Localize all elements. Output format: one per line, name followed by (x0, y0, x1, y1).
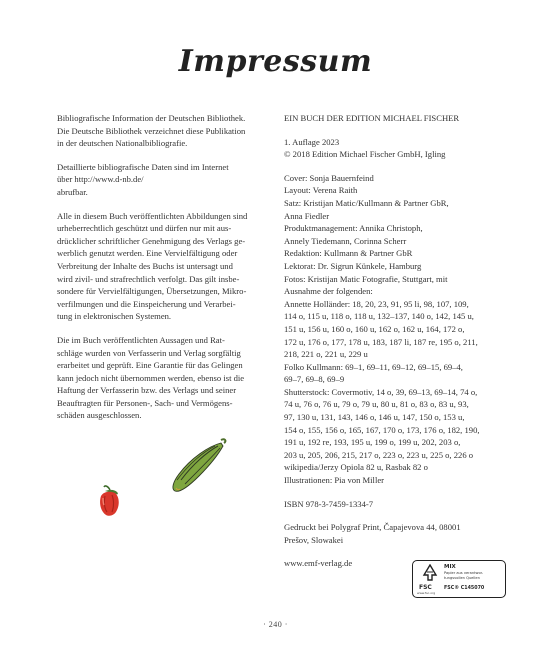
bibliographic-info: Bibliografische Information der Deutschen Bibliothek. Die Deutsche Bibliothek verzeichnet diese Publikation in der deutschen Nationalbibliografie. (57, 113, 246, 149)
red-pepper-illustration (96, 484, 124, 518)
publication-details-column (284, 112, 502, 570)
fsc-url: www.fsc.org (417, 591, 436, 595)
legal-notice-column (57, 112, 269, 422)
bibliographic-details: Detaillierte bibliografische Daten sind im Internet über http://www.d-nb.de/ abrufbar. (57, 161, 229, 197)
edition-copyright: 1. Auflage 2023 © 2018 Edition Michael Fischer GmbH, Igling (284, 136, 446, 160)
printer-info: Gedruckt bei Polygraf Print, Čapajevova 44, 08001 Prešov, Slowakei (284, 522, 461, 545)
zucchini-illustration (167, 436, 231, 496)
fsc-license-code: FSC® C145070 (444, 586, 485, 591)
isbn: ISBN 978-3-7459-1334-7 (284, 498, 374, 509)
fsc-letters: FSC (419, 584, 432, 591)
page-title: Impressum (178, 44, 373, 79)
credits-list: Cover: Sonja Bauernfeind Layout: Verena Raith Satz: Kristijan Matic/Kullmann & Partner GbR, Anna Fiedler Produktmanagement: Annika Christoph, Annely Tiedemann, Corinna Scherr Redaktion: Kullmann & Partner GbR Lektorat: Dr. Sigrun Künkele, Hamburg Fotos: Kristijan Matic Fotografie, Stuttgart, mit Ausnahme der folgenden: Annette Holländer: 18, 20, 23, 91, 95 li, 98, 107, 109, 114 o, 115 u, 118 o, 118 u, 132–137, 140 o, 142, 145 u, 151 u, 156 u, 160 o, 160 u, 162 o, 162 u, 164, 172 o, 172 u, 176 o, 177, 178 u, 183, 187 li, 187 re, 195 o, 211, 218, 221 o, 221 u, 229 u Folko Kullmann: 69–1, 69–11, 69–12, 69–15, 69–4, 69–7, 69–8, 69–9 Shutterstock: Covermotiv, 14 o, 39, 69–13, 69–14, 74 o, 74 u, 76 o, 76 u, 79 o, 79 u, 80 u, 81 o, 83 o, 83 u, 93, 97, 130 u, 131, 143, 146 o, 146 u, 147, 150 o, 153 u, 154 o, 155, 156 o, 165, 167, 170 o, 173, 176 o, 182, 190, 191 u, 192 re, 193, 195 u, 199 o, 199 u, 202, 203 o, 203 u, 205, 206, 215, 217 o, 223 o, 223 u, 225 o, 226 o wikipedia/Jerzy Opiola 82 u, Rasbak 82 o Illustrationen: Pia von Miller (284, 172, 480, 486)
fsc-tree-icon (422, 564, 438, 583)
copyright-notice: Alle in diesem Buch veröffentlichten Abbildungen sind urheberrechtlich geschützt und dürfen nur mit aus- drücklicher schriftlicher Genehmigung des Verlags ge- werblich genutzt werden. Eine Vervielfältigung oder Verbreitung der Inhalte des Buchs ist untersagt und wird zivil- und strafrechtlich verfolgt. Das gilt insbe- sondere für Vervielfältigungen, Übersetzungen, Mikro- verfilmungen und die Einspeicherung und Verarbei- tung in elektronischen Systemen. (57, 210, 248, 322)
website-link[interactable]: www.emf-verlag.de (284, 558, 353, 569)
fsc-paper-source: Papier aus verantwor- tungsvollen Quellen (444, 571, 484, 580)
page-number: · 240 · (263, 620, 288, 629)
fsc-mix-heading: MIX (444, 564, 456, 570)
liability-disclaimer: Die im Buch veröffentlichten Aussagen und Rat- schläge wurden von Verfasserin und Verlag sorgfältig erarbeitet und geprüft. Eine Garantie für das Gelingen kann jedoch nicht übernommen werden, ebenso ist die Haftung der Verfasserin bzw. des Verlags und seiner Beauftragten für Personen-, Sach- und Vermögens- schäden ausgeschlossen. (57, 334, 245, 421)
edition-line: EIN BUCH DER EDITION MICHAEL FISCHER (284, 113, 460, 123)
fsc-mix-label (412, 560, 506, 598)
